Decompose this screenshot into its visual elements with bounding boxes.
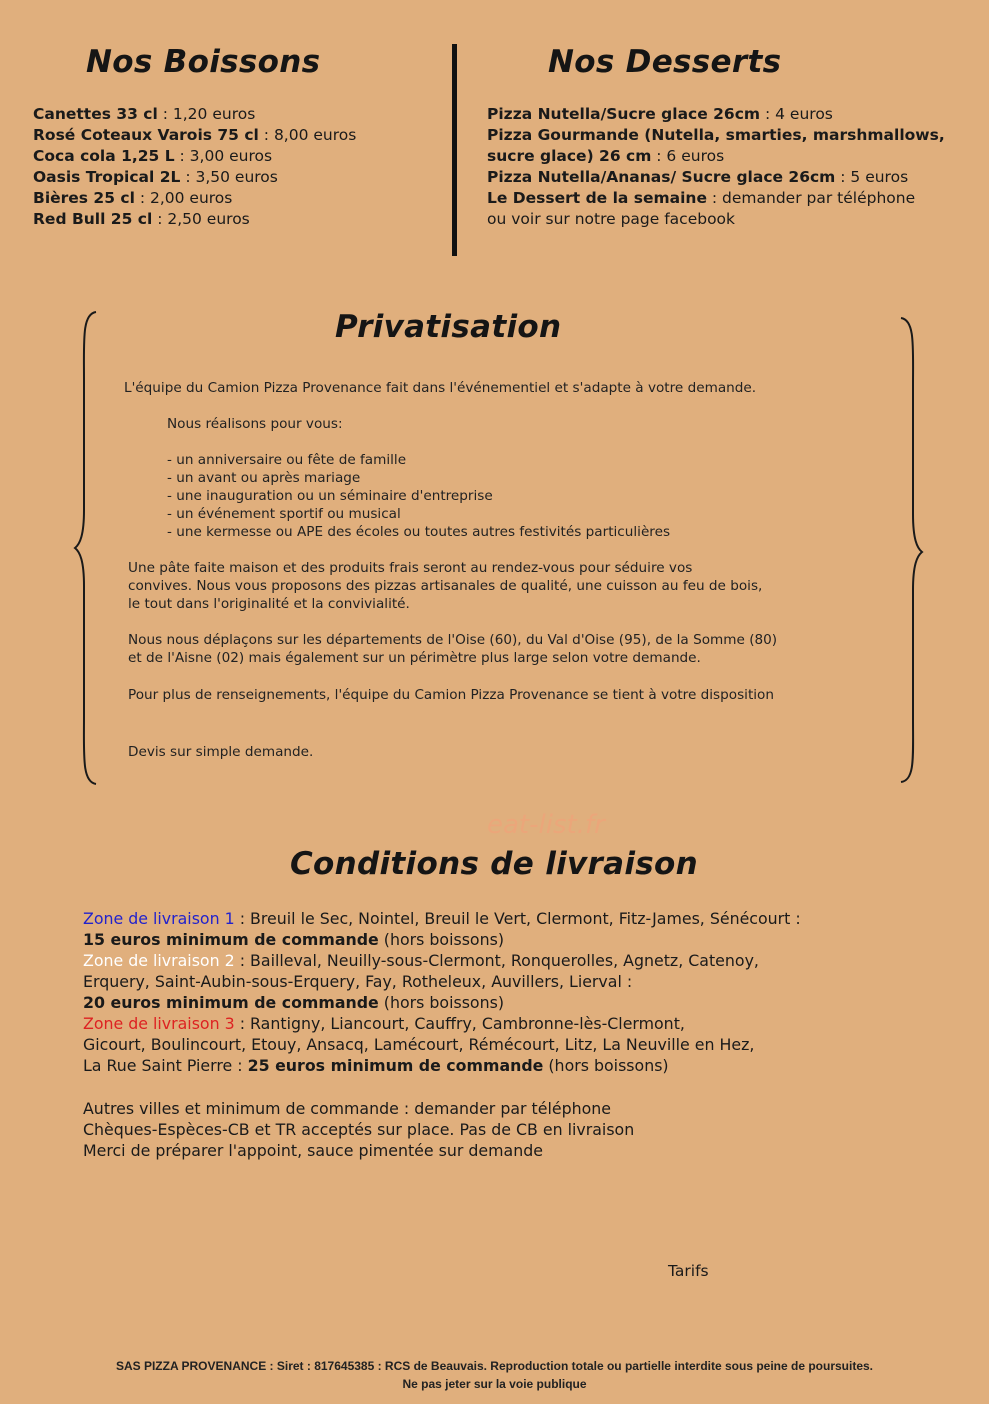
- zone-line: [83, 992, 801, 1013]
- privatisation-lead: Nous réalisons pour vous:: [167, 416, 343, 432]
- note-line: Merci de préparer l'appoint, sauce pimentée sur demande: [83, 1141, 543, 1160]
- list-item: [33, 146, 356, 167]
- item-name: Red Bull 25 cl: [33, 210, 153, 228]
- item-detail: : 6 euros: [651, 147, 725, 165]
- list-item: - un anniversaire ou fête de famille: [167, 452, 407, 468]
- item-detail: : demander par téléphone: [706, 189, 916, 207]
- zone3-towns: Gicourt, Boulincourt, Etouy, Ansacq, Lamécourt, Rémécourt, Litz, La Neuville en Hez,: [83, 1035, 755, 1054]
- zone-line: [83, 929, 801, 950]
- zone2-minimum: 20 euros minimum de commande: [83, 993, 379, 1012]
- zone3-towns: : Rantigny, Liancourt, Cauffry, Cambronne-lès-Clermont,: [234, 1014, 685, 1033]
- item-sep: :: [157, 105, 173, 123]
- item-name: Le Dessert de la semaine: [487, 189, 707, 207]
- item-name: sucre glace) 26 cm: [487, 147, 652, 165]
- zone1-minimum: 15 euros minimum de commande: [83, 930, 379, 949]
- zone-line: [83, 1034, 801, 1055]
- list-item: [33, 188, 356, 209]
- item-sep: :: [258, 126, 274, 144]
- footer-legal: SAS PIZZA PROVENANCE : Siret : 817645385 : RCS de Beauvais. Reproduction totale ou partielle interdite sous peine de poursuites.: [115, 1359, 874, 1373]
- item-price: 8,00 euros: [273, 126, 357, 144]
- list-item: [487, 209, 945, 230]
- boissons-title: Nos Boissons: [86, 44, 321, 80]
- zone1-towns: : Breuil le Sec, Nointel, Breuil le Vert, Clermont, Fitz-James, Sénécourt :: [234, 909, 801, 928]
- list-item: [33, 125, 356, 146]
- privatisation-paragraph: [128, 631, 777, 667]
- tarifs-label: Tarifs: [668, 1262, 709, 1280]
- text-line: et de l'Aisne (02) mais également sur un périmètre plus large selon votre demande.: [128, 650, 701, 666]
- list-item: [487, 167, 945, 188]
- privatisation-paragraph: [128, 559, 762, 613]
- item-price: 1,20 euros: [172, 105, 256, 123]
- privatisation-intro: L'équipe du Camion Pizza Provenance fait dans l'événementiel et s'adapte à votre demande.: [124, 380, 757, 396]
- item-name: Canettes 33 cl: [33, 105, 158, 123]
- privatisation-contact: Pour plus de renseignements, l'équipe du Camion Pizza Provenance se tient à votre disposition: [128, 687, 774, 703]
- item-price: 3,00 euros: [189, 147, 273, 165]
- footer: [0, 1357, 989, 1393]
- zone2-label: Zone de livraison 2: [83, 951, 235, 970]
- item-sep: :: [152, 210, 168, 228]
- list-item: [487, 104, 945, 125]
- list-item: [487, 125, 945, 146]
- zone1-label: Zone de livraison 1: [83, 909, 235, 928]
- zone-line: [83, 1055, 801, 1076]
- zone-line: [83, 1013, 801, 1034]
- list-item: - un avant ou après mariage: [167, 470, 361, 486]
- item-price: 3,50 euros: [195, 168, 278, 186]
- list-item: - un événement sportif ou musical: [167, 506, 401, 522]
- item-detail: : 4 euros: [760, 105, 833, 123]
- privatisation-quote: Devis sur simple demande.: [128, 744, 314, 760]
- list-item: [487, 188, 945, 209]
- zone3-minimum: 25 euros minimum de commande: [247, 1056, 544, 1075]
- desserts-title: Nos Desserts: [548, 44, 782, 80]
- delivery-zones: [83, 908, 801, 1076]
- item-name: Pizza Nutella/Sucre glace 26cm: [487, 105, 761, 123]
- item-name: Rosé Coteaux Varois 75 cl: [33, 126, 259, 144]
- list-item: [33, 167, 356, 188]
- watermark: eat-list.fr: [487, 810, 605, 840]
- note-line: Autres villes et minimum de commande : demander par téléphone: [83, 1099, 611, 1118]
- list-item: [487, 146, 945, 167]
- right-brace-icon: [897, 310, 927, 786]
- footer-notice: Ne pas jeter sur la voie publique: [402, 1377, 587, 1391]
- zone2-note: (hors boissons): [378, 993, 504, 1012]
- zone2-towns: Erquery, Saint-Aubin-sous-Erquery, Fay, Rotheleux, Auvillers, Lierval :: [83, 972, 633, 991]
- item-sep: :: [134, 189, 150, 207]
- text-line: Nous nous déplaçons sur les départements de l'Oise (60), du Val d'Oise (95), de la Somme (80): [128, 632, 778, 648]
- list-item: [33, 104, 356, 125]
- list-item: - une kermesse ou APE des écoles ou toutes autres festivités particulières: [167, 524, 671, 540]
- text-line: Une pâte faite maison et des produits frais seront au rendez-vous pour séduire vos: [128, 560, 693, 576]
- text-line: le tout dans l'originalité et la convivialité.: [128, 596, 410, 612]
- item-price: 2,50 euros: [167, 210, 250, 228]
- privatisation-title: Privatisation: [335, 309, 562, 345]
- item-name: Coca cola 1,25 L: [33, 147, 175, 165]
- list-item: [33, 209, 356, 230]
- livraison-title: Conditions de livraison: [290, 846, 699, 882]
- delivery-notes: [83, 1098, 634, 1161]
- item-detail: : 5 euros: [835, 168, 909, 186]
- item-name: Bières 25 cl: [33, 189, 135, 207]
- item-sep: :: [180, 168, 196, 186]
- item-price: 2,00 euros: [149, 189, 233, 207]
- column-divider: [452, 44, 457, 256]
- zone3-label: Zone de livraison 3: [83, 1014, 235, 1033]
- zone3-towns: La Rue Saint Pierre :: [83, 1056, 248, 1075]
- item-detail: ou voir sur notre page facebook: [487, 210, 736, 228]
- item-name: Pizza Gourmande (Nutella, smarties, marshmallows,: [487, 126, 945, 144]
- privatisation-list: [167, 451, 670, 541]
- zone3-note: (hors boissons): [543, 1056, 669, 1075]
- left-brace-icon: [72, 310, 102, 786]
- item-name: Oasis Tropical 2L: [33, 168, 181, 186]
- item-sep: :: [174, 147, 190, 165]
- desserts-list: [487, 104, 945, 230]
- item-name: Pizza Nutella/Ananas/ Sucre glace 26cm: [487, 168, 836, 186]
- zone2-towns: : Bailleval, Neuilly-sous-Clermont, Ronquerolles, Agnetz, Catenoy,: [234, 951, 759, 970]
- zone-line: [83, 908, 801, 929]
- zone1-note: (hors boissons): [378, 930, 504, 949]
- zone-line: [83, 971, 801, 992]
- text-line: convives. Nous vous proposons des pizzas artisanales de qualité, une cuisson au feu de bois,: [128, 578, 763, 594]
- boissons-list: [33, 104, 356, 230]
- list-item: - une inauguration ou un séminaire d'entreprise: [167, 488, 493, 504]
- note-line: Chèques-Espèces-CB et TR acceptés sur place. Pas de CB en livraison: [83, 1120, 635, 1139]
- zone-line: [83, 950, 801, 971]
